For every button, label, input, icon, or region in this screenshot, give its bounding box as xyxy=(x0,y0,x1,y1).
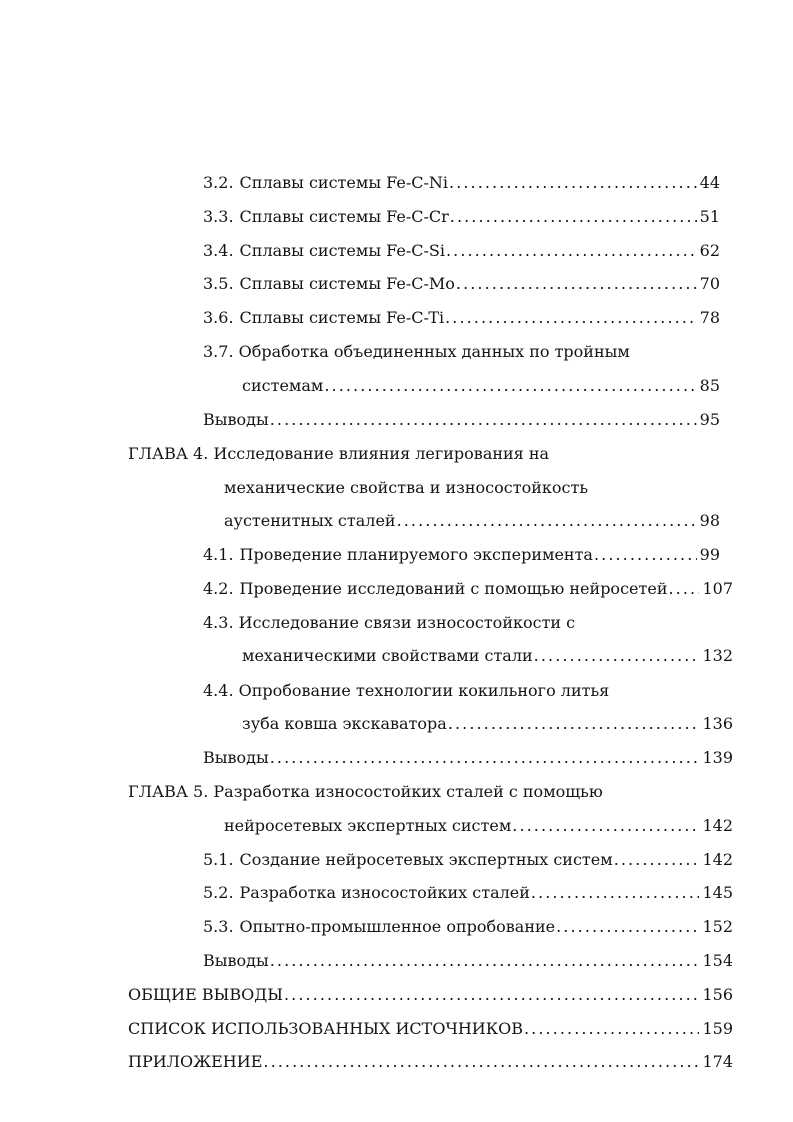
dot-leader xyxy=(446,239,697,263)
toc-chapter-title-continuation: механические свойства и износостойкость xyxy=(224,478,589,497)
toc-chapter-title-continuation: аустенитных сталей xyxy=(224,511,396,530)
dot-leader xyxy=(324,374,696,398)
toc-entry-conclusions-ch3 xyxy=(203,408,720,432)
toc-entry-title-continuation: системам xyxy=(242,376,324,395)
toc-entry-title: Сплавы системы Fe-C-Mo xyxy=(239,274,455,293)
toc-entry-page: 152 xyxy=(702,917,733,936)
toc-entry-number: 4.1. xyxy=(203,545,234,564)
toc-entry-page: 136 xyxy=(702,714,733,733)
toc-entry-page: 142 xyxy=(702,816,733,835)
toc-entry-title: Сплавы системы Fe-C-Ti xyxy=(239,308,445,327)
toc-entry-number: 5.1. xyxy=(203,850,234,869)
dot-leader xyxy=(524,1017,699,1041)
toc-entry-appendix xyxy=(128,1050,733,1074)
dot-leader xyxy=(556,915,699,939)
toc-entry-page: 70 xyxy=(699,274,720,293)
toc-entry-title: Исследование связи износостойкости с xyxy=(238,613,576,632)
toc-entry-page: 51 xyxy=(699,207,720,226)
toc-entry-3-3 xyxy=(203,205,720,229)
dot-leader xyxy=(594,543,697,567)
toc-chapter-title: Исследование влияния легирования на xyxy=(213,444,550,463)
toc-entry-3-2 xyxy=(203,171,720,195)
toc-entry-title: Обработка объединенных данных по тройным xyxy=(238,342,630,361)
toc-entry-title: Выводы xyxy=(203,748,269,767)
toc-entry-page: 107 xyxy=(702,579,733,598)
toc-entry-general-conclusions xyxy=(128,983,733,1007)
toc-entry-3-4 xyxy=(203,239,720,263)
toc-entry-5-1 xyxy=(203,848,733,872)
toc-entry-page: 142 xyxy=(702,850,733,869)
toc-entry-4-3-line1 xyxy=(203,611,575,635)
toc-entry-number: 3.2. xyxy=(203,173,234,192)
toc-entry-4-3-line2 xyxy=(242,644,733,668)
toc-entry-conclusions-ch5 xyxy=(203,949,733,973)
dot-leader xyxy=(448,712,700,736)
dot-leader xyxy=(397,509,697,533)
toc-chapter-number: ГЛАВА 4. xyxy=(128,444,209,463)
toc-entry-5-3 xyxy=(203,915,733,939)
toc-entry-number: 4.4. xyxy=(203,681,234,700)
toc-entry-title: Выводы xyxy=(203,951,269,970)
toc-entry-title: Проведение планируемого эксперимента xyxy=(239,545,593,564)
toc-entry-title: Сплавы системы Fe-C-Cr xyxy=(239,207,449,226)
toc-entry-number: 5.3. xyxy=(203,917,234,936)
toc-entry-references xyxy=(128,1017,733,1041)
toc-entry-page: 78 xyxy=(699,308,720,327)
toc-entry-title: Выводы xyxy=(203,410,269,429)
dot-leader xyxy=(445,306,697,330)
toc-entry-title: Проведение исследований с помощью нейросетей xyxy=(239,579,668,598)
toc-entry-number: 3.4. xyxy=(203,241,234,260)
toc-entry-page: 44 xyxy=(699,173,720,192)
toc-entry-number: 3.5. xyxy=(203,274,234,293)
toc-entry-title: СПИСОК ИСПОЛЬЗОВАННЫХ ИСТОЧНИКОВ xyxy=(128,1019,523,1038)
toc-chapter-4-line3 xyxy=(224,509,720,533)
dot-leader xyxy=(270,408,697,432)
dot-leader xyxy=(270,949,700,973)
toc-entry-title: Сплавы системы Fe-C-Ni xyxy=(239,173,449,192)
dot-leader xyxy=(449,171,697,195)
toc-entry-number: 3.6. xyxy=(203,308,234,327)
toc-entry-page: 145 xyxy=(702,883,733,902)
toc-entry-title: Опробование технологии кокильного литья xyxy=(238,681,610,700)
toc-entry-title-continuation: механическими свойствами стали xyxy=(242,646,533,665)
toc-entry-title: Опытно-промышленное опробование xyxy=(239,917,556,936)
toc-entry-page: 62 xyxy=(699,241,720,260)
toc-entry-page: 99 xyxy=(699,545,720,564)
toc-chapter-title-continuation: нейросетевых экспертных систем xyxy=(224,816,512,835)
toc-entry-5-2 xyxy=(203,881,733,905)
toc-entry-3-5 xyxy=(203,272,720,296)
toc-entry-number: 3.7. xyxy=(203,342,234,361)
dot-leader xyxy=(263,1050,699,1074)
toc-entry-title: Создание нейросетевых экспертных систем xyxy=(239,850,613,869)
dot-leader xyxy=(512,814,699,838)
dot-leader xyxy=(450,205,697,229)
toc-entry-4-4-line2 xyxy=(242,712,733,736)
toc-entry-4-1 xyxy=(203,543,720,567)
toc-entry-title-continuation: зуба ковша экскаватора xyxy=(242,714,447,733)
dot-leader xyxy=(456,272,697,296)
dot-leader xyxy=(534,644,700,668)
toc-chapter-number: ГЛАВА 5. xyxy=(128,782,209,801)
toc-entry-page: 154 xyxy=(702,951,733,970)
toc-entry-page: 132 xyxy=(702,646,733,665)
toc-entry-3-7-line2 xyxy=(242,374,720,398)
toc-chapter-title: Разработка износостойких сталей с помощью xyxy=(213,782,603,801)
toc-entry-number: 4.2. xyxy=(203,579,234,598)
toc-entry-3-7-line1 xyxy=(203,340,630,364)
toc-chapter-5-line1 xyxy=(128,780,603,804)
toc-entry-page: 98 xyxy=(699,511,720,530)
toc-entry-4-4-line1 xyxy=(203,679,609,703)
toc-entry-page: 85 xyxy=(699,376,720,395)
toc-entry-number: 5.2. xyxy=(203,883,234,902)
toc-entry-title: Разработка износостойких сталей xyxy=(239,883,530,902)
dot-leader xyxy=(531,881,700,905)
toc-entry-3-6 xyxy=(203,306,720,330)
toc-entry-page: 156 xyxy=(702,985,733,1004)
dot-leader xyxy=(614,848,700,872)
dot-leader xyxy=(270,746,700,770)
toc-entry-page: 174 xyxy=(702,1052,733,1071)
toc-entry-conclusions-ch4 xyxy=(203,746,733,770)
toc-chapter-4-line1 xyxy=(128,442,549,466)
toc-chapter-5-line2 xyxy=(224,814,733,838)
toc-entry-title: Сплавы системы Fe-C-Si xyxy=(239,241,445,260)
toc-entry-4-2 xyxy=(203,577,733,601)
toc-entry-page: 95 xyxy=(699,410,720,429)
toc-entry-number: 4.3. xyxy=(203,613,234,632)
dot-leader xyxy=(668,577,699,601)
toc-entry-page: 139 xyxy=(702,748,733,767)
dot-leader xyxy=(284,983,699,1007)
toc-entry-title: ПРИЛОЖЕНИЕ xyxy=(128,1052,263,1071)
toc-entry-page: 159 xyxy=(702,1019,733,1038)
toc-entry-title: ОБЩИЕ ВЫВОДЫ xyxy=(128,985,283,1004)
toc-chapter-4-line2 xyxy=(224,476,588,500)
toc-entry-number: 3.3. xyxy=(203,207,234,226)
